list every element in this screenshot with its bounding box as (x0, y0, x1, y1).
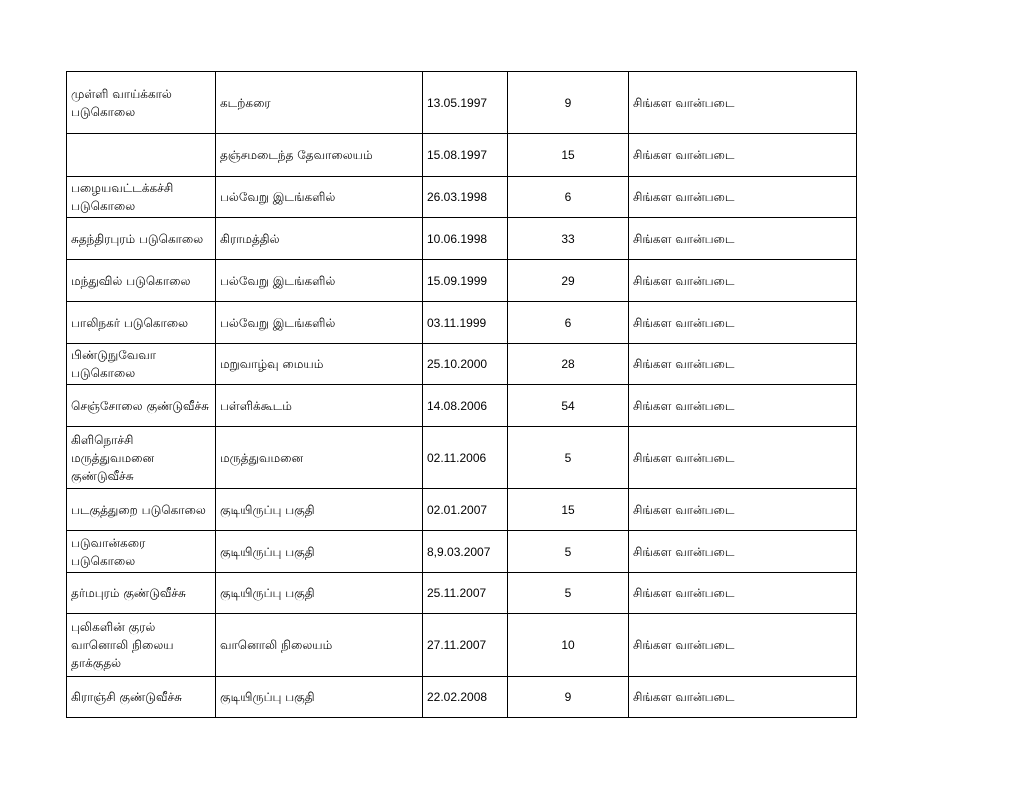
incident-date-cell: 03.11.1999 (423, 302, 508, 344)
incident-count-cell: 15 (508, 489, 629, 531)
incident-place-cell: பல்வேறு இடங்களில் (216, 302, 423, 344)
table-row (67, 260, 857, 302)
table-row (67, 677, 857, 718)
incidents-table (66, 71, 857, 718)
incident-name-cell: மந்துவில் படுகொலை (67, 260, 216, 302)
table-row (67, 134, 857, 177)
incident-count-cell: 10 (508, 614, 629, 677)
incident-count-cell: 29 (508, 260, 629, 302)
incident-place-cell: குடியிருப்பு பகுதி (216, 489, 423, 531)
incident-date-cell: 26.03.1998 (423, 177, 508, 218)
incident-place-cell: குடியிருப்பு பகுதி (216, 677, 423, 718)
incident-date-cell: 02.01.2007 (423, 489, 508, 531)
incident-date-cell: 15.09.1999 (423, 260, 508, 302)
incident-place-cell: பல்வேறு இடங்களில் (216, 260, 423, 302)
incident-perpetrator-cell: சிங்கள வான்படை (629, 344, 857, 385)
incident-name-cell: புலிகளின் குரல் வானொலி நிலைய தாக்குதல் (67, 614, 216, 677)
incident-count-cell: 33 (508, 218, 629, 260)
incident-place-cell: பல்வேறு இடங்களில் (216, 177, 423, 218)
incident-count-cell: 28 (508, 344, 629, 385)
incident-place-cell: குடியிருப்பு பகுதி (216, 573, 423, 614)
table-row (67, 614, 857, 677)
incident-name-cell: படகுத்துறை படுகொலை (67, 489, 216, 531)
incident-perpetrator-cell: சிங்கள வான்படை (629, 218, 857, 260)
incident-place-cell: பள்ளிக்கூடம் (216, 385, 423, 427)
incident-count-cell: 5 (508, 573, 629, 614)
table-row (67, 72, 857, 134)
table-row (67, 385, 857, 427)
incident-count-cell: 6 (508, 177, 629, 218)
incident-date-cell: 13.05.1997 (423, 72, 508, 134)
incident-perpetrator-cell: சிங்கள வான்படை (629, 385, 857, 427)
incident-name-cell: பழையவட்டக்கச்சி படுகொலை (67, 177, 216, 218)
incident-count-cell: 5 (508, 427, 629, 489)
incident-name-cell (67, 134, 216, 177)
incident-count-cell: 9 (508, 677, 629, 718)
incident-perpetrator-cell: சிங்கள வான்படை (629, 573, 857, 614)
incident-name-cell: பிண்டுநுவேவா படுகொலை (67, 344, 216, 385)
incident-date-cell: 22.02.2008 (423, 677, 508, 718)
incident-perpetrator-cell: சிங்கள வான்படை (629, 427, 857, 489)
incident-name-cell: முள்ளி வாய்க்கால் படுகொலை (67, 72, 216, 134)
incident-date-cell: 15.08.1997 (423, 134, 508, 177)
incident-place-cell: மருத்துவமனை (216, 427, 423, 489)
incident-date-cell: 25.11.2007 (423, 573, 508, 614)
table-row (67, 531, 857, 573)
incident-date-cell: 14.08.2006 (423, 385, 508, 427)
incident-perpetrator-cell: சிங்கள வான்படை (629, 260, 857, 302)
incident-name-cell: பாலிநகர் படுகொலை (67, 302, 216, 344)
table-row (67, 177, 857, 218)
incident-perpetrator-cell: சிங்கள வான்படை (629, 614, 857, 677)
incident-place-cell: வானொலி நிலையம் (216, 614, 423, 677)
incident-perpetrator-cell: சிங்கள வான்படை (629, 489, 857, 531)
incident-name-cell: சுதந்திரபுரம் படுகொலை (67, 218, 216, 260)
incident-name-cell: படுவான்கரை படுகொலை (67, 531, 216, 573)
incident-place-cell: கிராமத்தில் (216, 218, 423, 260)
incident-place-cell: குடியிருப்பு பகுதி (216, 531, 423, 573)
incident-perpetrator-cell: சிங்கள வான்படை (629, 177, 857, 218)
table-row (67, 573, 857, 614)
incident-date-cell: 25.10.2000 (423, 344, 508, 385)
incident-place-cell: கடற்கரை (216, 72, 423, 134)
incident-count-cell: 9 (508, 72, 629, 134)
table-row (67, 427, 857, 489)
incident-perpetrator-cell: சிங்கள வான்படை (629, 677, 857, 718)
incident-place-cell: மறுவாழ்வு மையம் (216, 344, 423, 385)
incident-date-cell: 8,9.03.2007 (423, 531, 508, 573)
incident-name-cell: தர்மபுரம் குண்டுவீச்சு (67, 573, 216, 614)
table-row (67, 489, 857, 531)
table-row (67, 344, 857, 385)
incident-name-cell: செஞ்சோலை குண்டுவீச்சு (67, 385, 216, 427)
incident-name-cell: கிளிநொச்சி மருத்துவமனை குண்டுவீச்சு (67, 427, 216, 489)
incident-place-cell: தஞ்சமடைந்த தேவாலையம் (216, 134, 423, 177)
incident-perpetrator-cell: சிங்கள வான்படை (629, 302, 857, 344)
table-row (67, 218, 857, 260)
incident-perpetrator-cell: சிங்கள வான்படை (629, 72, 857, 134)
incident-count-cell: 5 (508, 531, 629, 573)
incident-perpetrator-cell: சிங்கள வான்படை (629, 134, 857, 177)
incident-date-cell: 27.11.2007 (423, 614, 508, 677)
incident-count-cell: 54 (508, 385, 629, 427)
table-row (67, 302, 857, 344)
incident-date-cell: 10.06.1998 (423, 218, 508, 260)
incident-perpetrator-cell: சிங்கள வான்படை (629, 531, 857, 573)
incident-count-cell: 6 (508, 302, 629, 344)
incident-name-cell: கிராஞ்சி குண்டுவீச்சு (67, 677, 216, 718)
incident-count-cell: 15 (508, 134, 629, 177)
incident-date-cell: 02.11.2006 (423, 427, 508, 489)
table-body (67, 72, 857, 718)
